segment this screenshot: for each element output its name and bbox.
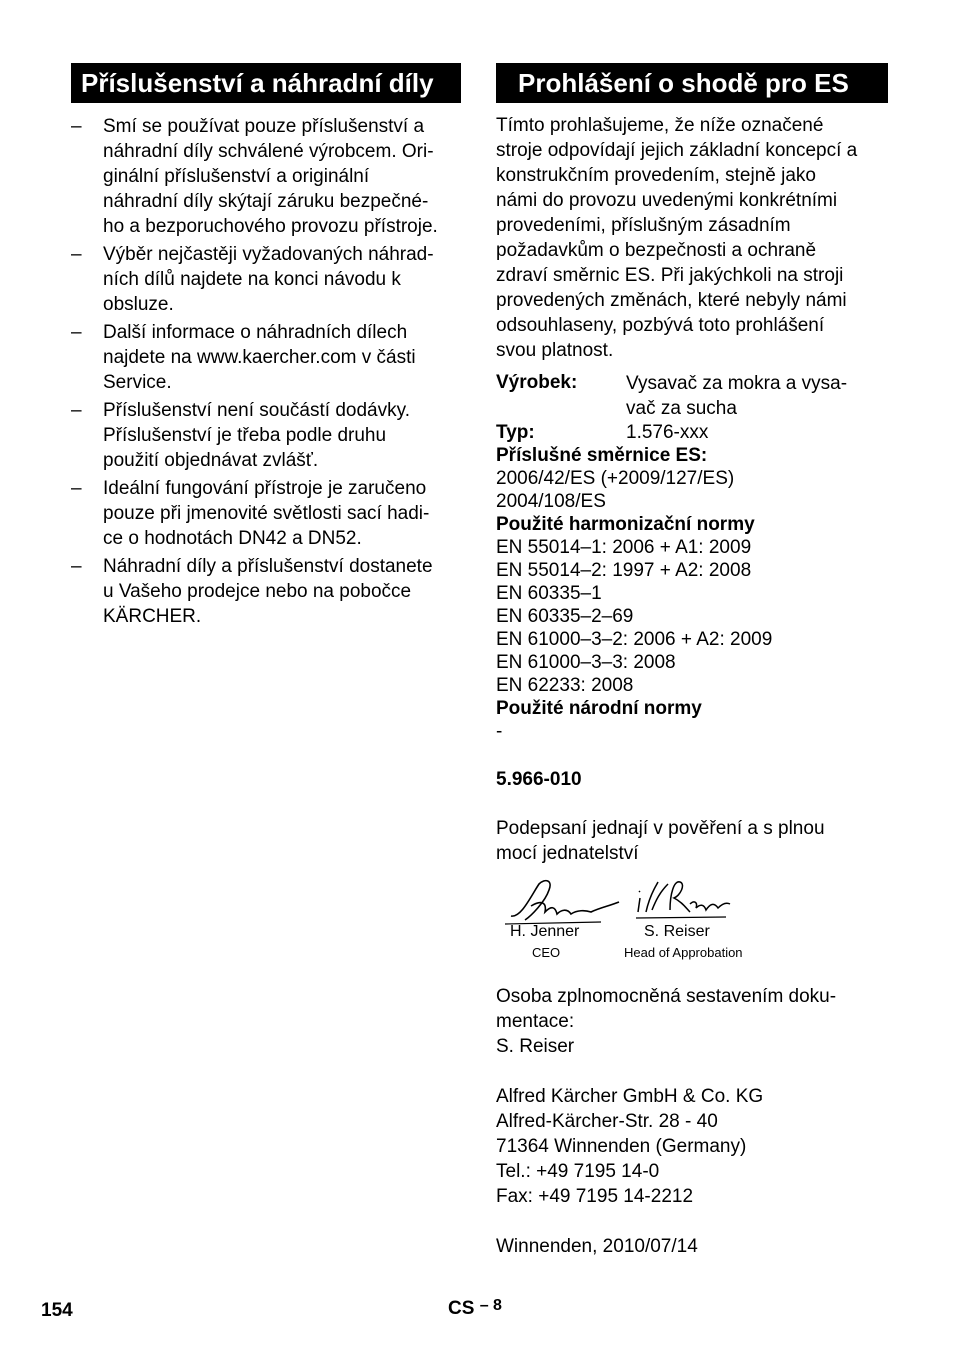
accessories-list [71, 114, 461, 629]
intro-line: odsouhlaseny, pozbývá toto prohlášení [496, 315, 825, 336]
intro-line: stroje odpovídají jejich základní koncepcí a [496, 140, 858, 161]
address-line: Tel.: +49 7195 14-0 [496, 1161, 660, 1182]
list-line: Náhradní díly a příslušenství dostanete [103, 556, 433, 577]
place-date: Winnenden, 2010/07/14 [496, 1236, 698, 1257]
product-info [496, 371, 888, 444]
directive-item: 2006/42/ES (+2009/127/ES) [496, 468, 735, 489]
signatory-title-reiser: Head of Approbation [624, 945, 743, 960]
list-line: pouze při jmenovité světlosti sací hadi- [103, 503, 430, 524]
declaration-section [496, 63, 888, 1259]
list-item [71, 114, 461, 239]
bullet-dash: – [71, 478, 82, 499]
signatory-title-jenner: CEO [532, 945, 561, 960]
address-line: 71364 Winnenden (Germany) [496, 1136, 747, 1157]
bullet-dash: – [71, 556, 82, 577]
national-value: - [496, 721, 503, 742]
product-label: Výrobek: [496, 372, 578, 393]
list-line: použití objednávat zvlášť. [103, 450, 319, 471]
address-line: Fax: +49 7195 14-2212 [496, 1186, 694, 1207]
harmonized-item: EN 61000–3–2: 2006 + A2: 2009 [496, 629, 773, 650]
list-line: náhradní díly skýtají záruku bezpečné- [103, 191, 429, 212]
list-item [71, 476, 461, 551]
harmonized-item: EN 61000–3–3: 2008 [496, 652, 676, 673]
language-section-marker [448, 1298, 502, 1320]
declaration-heading: Prohlášení o shodě pro ES [496, 63, 888, 103]
directive-item: 2004/108/ES [496, 491, 606, 512]
intro-line: Tímto prohlašujeme, že níže označené [496, 115, 824, 136]
intro-line: zdraví směrnic ES. Při jakýchkoli na stroji [496, 265, 844, 286]
type-value: 1.576-xxx [626, 422, 709, 443]
list-line: ních dílů najdete na konci návodu k [103, 269, 401, 290]
authorized-line: Osoba zplnomocněná sestavením doku- [496, 986, 837, 1007]
list-line: Příslušenství není součástí dodávky. [103, 400, 410, 421]
list-line: Smí se používat pouze příslušenství a [103, 116, 425, 137]
harmonized-item: EN 55014–2: 1997 + A2: 2008 [496, 560, 752, 581]
list-line: Příslušenství je třeba podle druhu [103, 425, 387, 446]
language-code: CS [448, 1298, 475, 1319]
authorized-person [496, 984, 888, 1059]
signature-reiser [634, 874, 734, 924]
list-line: ce o hodnotách DN42 a DN52. [103, 528, 362, 549]
harmonized-item: EN 62233: 2008 [496, 675, 634, 696]
product-value [626, 371, 888, 421]
harmonized-item: EN 55014–1: 2006 + A1: 2009 [496, 537, 752, 558]
intro-line: požadavkům o bezpečnosti a ochraně [496, 240, 817, 261]
harmonized-item: EN 60335–1 [496, 583, 602, 604]
bullet-dash: – [71, 116, 82, 137]
list-item [71, 398, 461, 473]
national-heading: Použité národní normy [496, 698, 702, 719]
intro-line: provedených změnách, které nebyly námi [496, 290, 847, 311]
accessories-section [71, 63, 461, 632]
signatory-name-jenner: H. Jenner [510, 923, 580, 940]
list-line: u Vašeho prodejce nebo na pobočce [103, 581, 412, 602]
accessories-heading: Příslušenství a náhradní díly [71, 63, 461, 103]
intro-line: provedeními, příslušným zásadním [496, 215, 791, 236]
list-line: Ideální fungování přístroje je zaručeno [103, 478, 427, 499]
list-item [71, 320, 461, 395]
list-line: ho a bezporuchového provozu přístroje. [103, 216, 438, 237]
product-value-line: Vysavač za mokra a vysa- [626, 373, 848, 394]
product-row [496, 371, 888, 421]
type-row [496, 421, 888, 444]
signed-line: Podepsaní jednají v pověření a s plnou [496, 818, 825, 839]
signatory-name-reiser: S. Reiser [644, 923, 710, 940]
document-number: 5.966-010 [496, 769, 582, 790]
page-number: 154 [41, 1300, 73, 1321]
list-line: Service. [103, 372, 172, 393]
list-line: ginální příslušenství a originální [103, 166, 370, 187]
bullet-dash: – [71, 322, 82, 343]
directives-heading: Příslušné směrnice ES: [496, 445, 708, 466]
list-line: Další informace o náhradních dílech [103, 322, 408, 343]
section-number: – 8 [479, 1297, 502, 1314]
product-value-line: vač za sucha [626, 398, 737, 419]
authorized-line: S. Reiser [496, 1036, 575, 1057]
company-address [496, 1084, 888, 1209]
list-line: najdete na www.kaercher.com v části [103, 347, 416, 368]
bullet-dash: – [71, 244, 82, 265]
bullet-dash: – [71, 400, 82, 421]
list-line: KÄRCHER. [103, 606, 202, 627]
list-line: Výběr nejčastěji vyžadovaných náhrad- [103, 244, 434, 265]
type-label: Typ: [496, 422, 535, 443]
harmonized-item: EN 60335–2–69 [496, 606, 634, 627]
list-item [71, 554, 461, 629]
harmonized-heading: Použité harmonizační normy [496, 514, 755, 535]
address-line: Alfred Kärcher GmbH & Co. KG [496, 1086, 764, 1107]
authorized-line: mentace: [496, 1011, 575, 1032]
signature-block [496, 866, 888, 976]
list-item [71, 242, 461, 317]
signed-statement [496, 816, 888, 866]
intro-line: svou platnost. [496, 340, 614, 361]
signed-line: mocí jednatelství [496, 843, 639, 864]
declaration-intro [496, 113, 888, 363]
list-line: obsluze. [103, 294, 174, 315]
address-line: Alfred-Kärcher-Str. 28 - 40 [496, 1111, 718, 1132]
intro-line: námi do provozu uvedenými konkrétními [496, 190, 838, 211]
list-line: náhradní díly schválené výrobcem. Ori- [103, 141, 434, 162]
intro-line: konstrukčním provedením, stejně jako [496, 165, 816, 186]
